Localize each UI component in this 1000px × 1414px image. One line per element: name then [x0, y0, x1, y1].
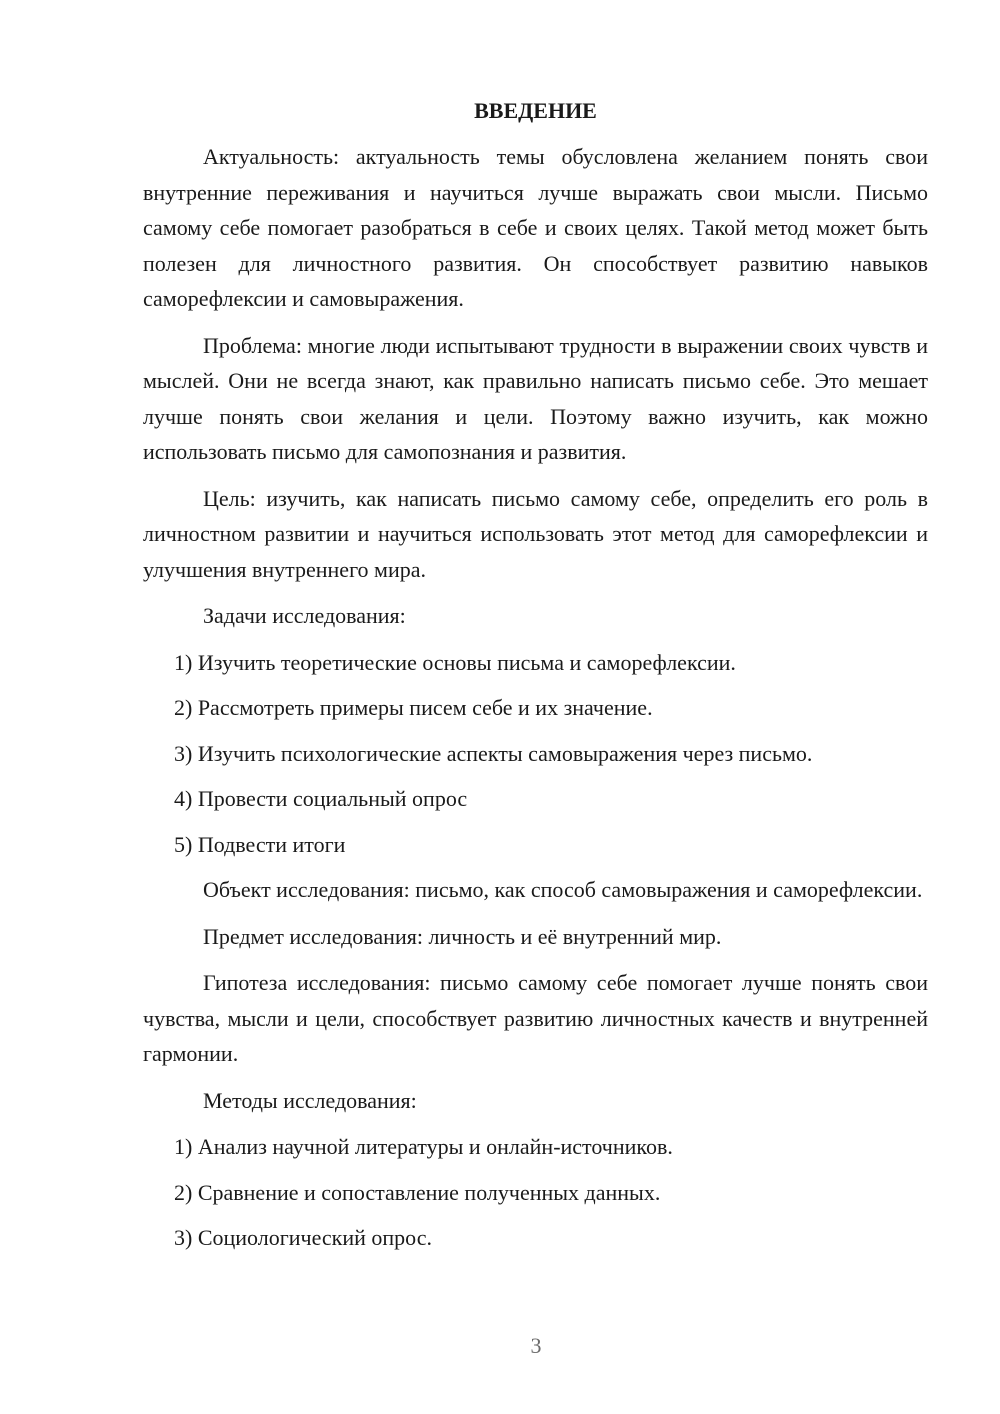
- methods-heading: Методы исследования:: [203, 1087, 417, 1113]
- page-number: 3: [530, 1333, 542, 1358]
- section-title: ВВЕДЕНИЕ: [474, 98, 597, 123]
- tasks-heading: Задачи исследования:: [203, 603, 406, 628]
- relevance-paragraph: Актуальность: актуальность темы обусловлена желанием понять свои внутренние переживания и научиться лучше выражать свои мысли. Письмо самому себе помогает разобраться в себе и своих целях. Такой метод может быть полезен для личностного развития. Он способствует развитию навыков саморефлексии и самовыражения.: [143, 144, 928, 311]
- list-item: 2) Рассмотреть примеры писем себе и их значение.: [174, 695, 653, 720]
- list-item: 3) Изучить психологические аспекты самовыражения через письмо.: [174, 740, 813, 766]
- list-item: 1) Анализ научной литературы и онлайн-источников.: [174, 1134, 673, 1159]
- problem-paragraph: Проблема: многие люди испытывают трудности в выражении своих чувств и мыслей. Они не всегда знают, как правильно написать письмо себе. Это мешает лучше понять свои желания и цели. Поэтому важно изучить, как можно использовать письмо для самопознания и развития.: [143, 332, 928, 464]
- subject-paragraph: Предмет исследования: личность и её внутренний мир.: [203, 923, 722, 949]
- list-item: 2) Сравнение и сопоставление полученных данных.: [174, 1179, 661, 1205]
- object-paragraph: Объект исследования: письмо, как способ самовыражения и саморефлексии.: [203, 877, 923, 902]
- list-item: 3) Социологический опрос.: [174, 1225, 432, 1250]
- list-item: 4) Провести социальный опрос: [174, 786, 468, 811]
- document-page: [143, 93, 928, 1266]
- tasks-list: [143, 645, 928, 863]
- hypothesis-paragraph: Гипотеза исследования: письмо самому себе помогает лучше понять свои чувства, мысли и цели, способствует развитию личностных качеств и внутренней гармонии.: [143, 970, 928, 1066]
- methods-list: [143, 1129, 928, 1256]
- list-item: 1) Изучить теоретические основы письма и саморефлексии.: [174, 649, 736, 675]
- list-item: 5) Подвести итоги: [174, 831, 346, 857]
- goal-paragraph: Цель: изучить, как написать письмо самому себе, определить его роль в личностном развитии и научиться использовать этот метод для саморефлексии и улучшения внутреннего мира.: [143, 485, 928, 582]
